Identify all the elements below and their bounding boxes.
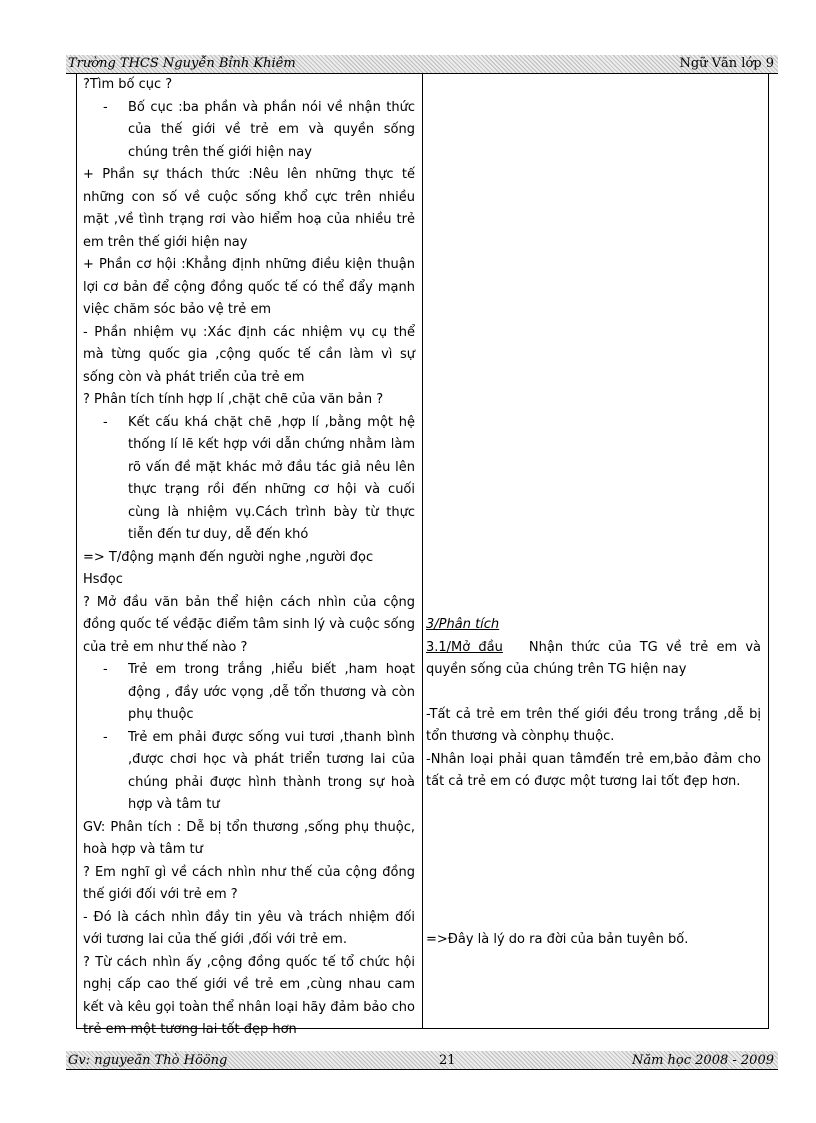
part-mission: - Phần nhiệm vụ :Xác định các nhiệm vụ cụ thể mà từng quốc gia ,cộng quốc tế cần làm vì sự sống còn và phát triển của trẻ em <box>83 324 415 385</box>
answer-opening-2: - Trẻ em phải được sống vui tươi ,thanh bình ,được chơi học và phát triển tương lai của chúng phải được hình thành trong sự hoà hợp và tâm tư <box>103 729 415 812</box>
answer-opinion: - Đó là cách nhìn đầy tin yêu và trách nhiệm đối với tương lai của thế giới ,đối với trẻ em. <box>83 909 415 947</box>
question-opinion: ? Em nghĩ gì về cách nhìn như thế của cộng đồng thế giới đối với trẻ em ? <box>83 864 415 902</box>
question-opening: ? Mở đầu văn bản thể hiện cách nhìn của cộng đồng quốc tế vềđặc điểm tâm sinh lý và cuộc sống của trẻ em như thế nào ? <box>83 594 415 655</box>
answer-opening-1: - Trẻ em trong trắng ,hiểu biết ,ham hoạt động , đầy ước vọng ,dễ tổn thương và còn phụ thuộc <box>103 662 415 722</box>
answer-logic: - Kết cấu khá chặt chẽ ,hợp lí ,bằng một hệ thống lí lẽ kết hợp với dẫn chứng nhằm làm rõ vấn đề mặt khác mở đầu tác giả nêu lên thực trạng rồi đến những cơ hội và cuối cùng là nhiệm vụ.Cách trình bày từ thực tiễn đến tư duy, dễ đến khó <box>103 414 415 542</box>
point-1: -Tất cả trẻ em trên thế giới đều trong trắng ,dễ bị tổn thương và cònphụ thuộc. <box>426 706 761 744</box>
page-header <box>66 55 778 74</box>
subject-name: Ngữ Văn lớp 9 <box>679 56 774 71</box>
point-2: -Nhân loại phải quan tâmđến trẻ em,bảo đảm cho tất cả trẻ em có được một tương lai tốt đẹp hơn. <box>426 751 761 789</box>
lesson-table <box>76 73 769 1037</box>
point-3: =>Đây là lý do ra đời của bản tuyên bố. <box>426 931 689 947</box>
question-summit: ? Từ cách nhìn ấy ,cộng đồng quốc tế tổ chức hội nghị cấp cao thế giới về trẻ em ,cùng nhau cam kết và kêu gọi toàn thể nhân loại hãy đảm bảo cho trẻ em một tương lai tốt đẹp hơn <box>83 954 415 1037</box>
question-structure: ?Tìm bố cục ? <box>83 77 173 92</box>
school-name: Trường THCS Nguyễn Bỉnh Khiêm <box>68 56 296 71</box>
teacher-analysis: GV: Phân tích : Dễ bị tổn thương ,sống phụ thuộc, hoà hợp và tâm tư <box>83 819 415 857</box>
content-column <box>426 74 761 951</box>
student-reads: Hsđọc <box>83 572 123 587</box>
school-year: Năm học 2008 - 2009 <box>631 1053 774 1068</box>
right-spacer-top <box>426 74 761 614</box>
page-number: 21 <box>439 1053 456 1068</box>
conclusion-impact: => T/động mạnh đến người nghe ,người đọc <box>83 549 374 565</box>
right-spacer-2 <box>426 794 761 929</box>
answer-structure: - Bố cục :ba phần và phần nói về nhận thức của thế giới về trẻ em và quyền sống chúng trên thế giới hiện nay <box>103 99 415 160</box>
author-name: Gv: nguyeãn Thò Hööng <box>68 1053 228 1068</box>
column-divider <box>422 74 423 1028</box>
subsection-heading: 3.1/Mở đầu Nhận thức của TG về trẻ em và quyền sống của chúng trên TG hiện nay <box>426 639 761 677</box>
question-logic: ? Phân tích tính hợp lí ,chặt chẽ của văn bản ? <box>83 392 384 407</box>
section-title: 3/Phân tích <box>426 617 500 632</box>
part-opportunity: + Phần cơ hội :Khẳng định những điều kiện thuận lợi cơ bản để cộng đồng quốc tế có thể đẩy mạnh việc chăm sóc bảo vệ trẻ em <box>83 257 415 317</box>
teacher-student-column <box>83 74 415 1042</box>
right-spacer-1 <box>426 682 761 704</box>
part-challenge: + Phần sự thách thức :Nêu lên những thực tế những con số về cuộc sống khổ cực trên nhiều mặt ,về tình trạng rơi vào hiểm hoạ của nhiều trẻ em trên thế giới hiện nay <box>83 167 415 250</box>
page-footer <box>66 1051 778 1070</box>
